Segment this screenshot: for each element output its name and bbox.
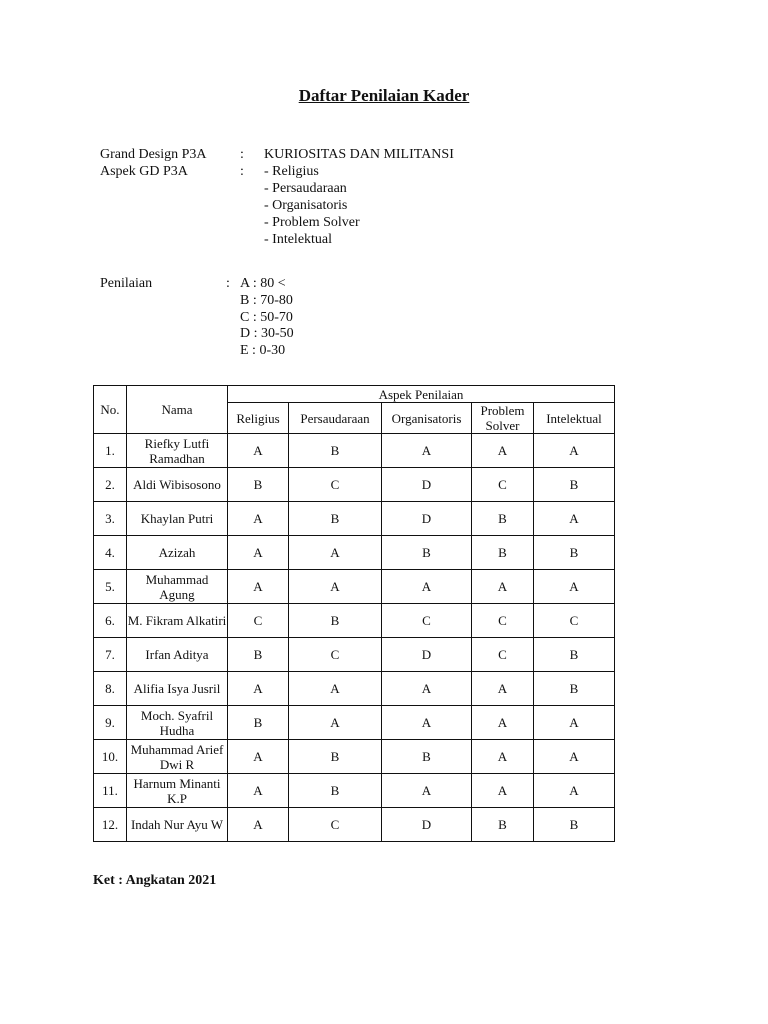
penilaian-label: Penilaian <box>100 276 153 291</box>
header-religius: Religius <box>228 403 289 434</box>
row-number: 1. <box>94 434 127 468</box>
table-row <box>94 502 615 536</box>
header-aspek-penilaian: Aspek Penilaian <box>228 386 615 403</box>
grade-organisatoris: D <box>382 502 472 536</box>
grade-organisatoris: A <box>382 774 472 808</box>
header-nama: Nama <box>127 386 228 434</box>
grade-religius: A <box>228 570 289 604</box>
grade-problem-solver: B <box>472 536 534 570</box>
grand-design-value: KURIOSITAS DAN MILITANSI <box>264 147 454 162</box>
header-no: No. <box>94 386 127 434</box>
table-row <box>94 570 615 604</box>
table-row <box>94 774 615 808</box>
row-number: 4. <box>94 536 127 570</box>
row-name: Azizah <box>127 536 228 570</box>
row-number: 12. <box>94 808 127 842</box>
grade-persaudaraan: B <box>289 774 382 808</box>
table-row <box>94 468 615 502</box>
grade-scale-item: C : 50-70 <box>240 310 293 325</box>
grade-organisatoris: A <box>382 706 472 740</box>
row-name: Indah Nur Ayu W <box>127 808 228 842</box>
grade-religius: A <box>228 740 289 774</box>
grade-persaudaraan: C <box>289 468 382 502</box>
grade-problem-solver: A <box>472 774 534 808</box>
table-row <box>94 536 615 570</box>
grade-problem-solver: C <box>472 468 534 502</box>
grade-religius: B <box>228 638 289 672</box>
row-name: M. Fikram Alkatiri <box>127 604 228 638</box>
table-row <box>94 434 615 468</box>
grade-persaudaraan: B <box>289 502 382 536</box>
grade-organisatoris: C <box>382 604 472 638</box>
grade-religius: A <box>228 672 289 706</box>
table-row <box>94 672 615 706</box>
row-name: Alifia Isya Jusril <box>127 672 228 706</box>
row-name: Muhammad Agung <box>127 570 228 604</box>
grade-scale-item: E : 0-30 <box>240 343 286 358</box>
grade-problem-solver: C <box>472 638 534 672</box>
grade-intelektual: B <box>534 638 615 672</box>
grand-design-colon: : <box>240 147 244 162</box>
aspek-item: - Intelektual <box>264 232 333 247</box>
grade-problem-solver: C <box>472 604 534 638</box>
table-row <box>94 740 615 774</box>
grade-intelektual: A <box>534 740 615 774</box>
grade-persaudaraan: A <box>289 536 382 570</box>
header-persaudaraan: Persaudaraan <box>289 403 382 434</box>
grade-organisatoris: D <box>382 638 472 672</box>
grade-persaudaraan: C <box>289 808 382 842</box>
grade-persaudaraan: C <box>289 638 382 672</box>
grand-design-label: Grand Design P3A <box>100 147 207 162</box>
grade-religius: A <box>228 536 289 570</box>
table-row <box>94 808 615 842</box>
grade-organisatoris: D <box>382 468 472 502</box>
grade-scale-item: A : 80 < <box>240 276 286 291</box>
grade-persaudaraan: B <box>289 434 382 468</box>
row-number: 11. <box>94 774 127 808</box>
grade-intelektual: B <box>534 808 615 842</box>
table-row <box>94 604 615 638</box>
row-number: 9. <box>94 706 127 740</box>
table-row <box>94 638 615 672</box>
aspek-colon: : <box>240 164 244 179</box>
grade-organisatoris: B <box>382 536 472 570</box>
page-title: Daftar Penilaian Kader <box>298 86 470 105</box>
row-number: 5. <box>94 570 127 604</box>
grade-persaudaraan: A <box>289 672 382 706</box>
grade-problem-solver: A <box>472 434 534 468</box>
grade-religius: A <box>228 774 289 808</box>
grade-problem-solver: A <box>472 706 534 740</box>
grade-religius: A <box>228 502 289 536</box>
grade-problem-solver: B <box>472 502 534 536</box>
row-number: 6. <box>94 604 127 638</box>
grade-religius: B <box>228 706 289 740</box>
grade-persaudaraan: B <box>289 740 382 774</box>
row-number: 2. <box>94 468 127 502</box>
grade-intelektual: A <box>534 434 615 468</box>
grade-organisatoris: A <box>382 434 472 468</box>
penilaian-colon: : <box>226 276 230 291</box>
grade-intelektual: B <box>534 672 615 706</box>
grade-religius: B <box>228 468 289 502</box>
grade-problem-solver: A <box>472 740 534 774</box>
row-name: Aldi Wibisosono <box>127 468 228 502</box>
grade-intelektual: A <box>534 570 615 604</box>
grade-religius: A <box>228 808 289 842</box>
grade-organisatoris: B <box>382 740 472 774</box>
grades-table <box>93 385 615 842</box>
grade-persaudaraan: A <box>289 570 382 604</box>
header-problem-solver: Problem Solver <box>472 403 534 434</box>
row-number: 3. <box>94 502 127 536</box>
grade-religius: A <box>228 434 289 468</box>
aspek-item: - Problem Solver <box>264 215 360 230</box>
row-number: 10. <box>94 740 127 774</box>
header-organisatoris: Organisatoris <box>382 403 472 434</box>
grade-organisatoris: A <box>382 672 472 706</box>
grade-problem-solver: A <box>472 570 534 604</box>
grade-persaudaraan: A <box>289 706 382 740</box>
grade-intelektual: B <box>534 468 615 502</box>
row-name: Harnum Minanti K.P <box>127 774 228 808</box>
row-name: Muhammad Arief Dwi R <box>127 740 228 774</box>
grade-intelektual: B <box>534 536 615 570</box>
row-name: Khaylan Putri <box>127 502 228 536</box>
row-name: Moch. Syafril Hudha <box>127 706 228 740</box>
aspek-item: - Organisatoris <box>264 198 348 213</box>
aspek-item: - Persaudaraan <box>264 181 347 196</box>
grade-intelektual: A <box>534 706 615 740</box>
grade-scale-item: D : 30-50 <box>240 326 294 341</box>
grade-intelektual: A <box>534 774 615 808</box>
grade-problem-solver: A <box>472 672 534 706</box>
grade-organisatoris: D <box>382 808 472 842</box>
row-name: Irfan Aditya <box>127 638 228 672</box>
aspek-label: Aspek GD P3A <box>100 164 188 179</box>
grade-intelektual: A <box>534 502 615 536</box>
grade-persaudaraan: B <box>289 604 382 638</box>
footnote: Ket : Angkatan 2021 <box>93 873 217 888</box>
table-row <box>94 706 615 740</box>
row-name: Riefky Lutfi Ramadhan <box>127 434 228 468</box>
aspek-item: - Religius <box>264 164 319 179</box>
row-number: 7. <box>94 638 127 672</box>
header-intelektual: Intelektual <box>534 403 615 434</box>
grade-religius: C <box>228 604 289 638</box>
grade-scale-item: B : 70-80 <box>240 293 293 308</box>
row-number: 8. <box>94 672 127 706</box>
grade-intelektual: C <box>534 604 615 638</box>
grade-problem-solver: B <box>472 808 534 842</box>
grade-organisatoris: A <box>382 570 472 604</box>
